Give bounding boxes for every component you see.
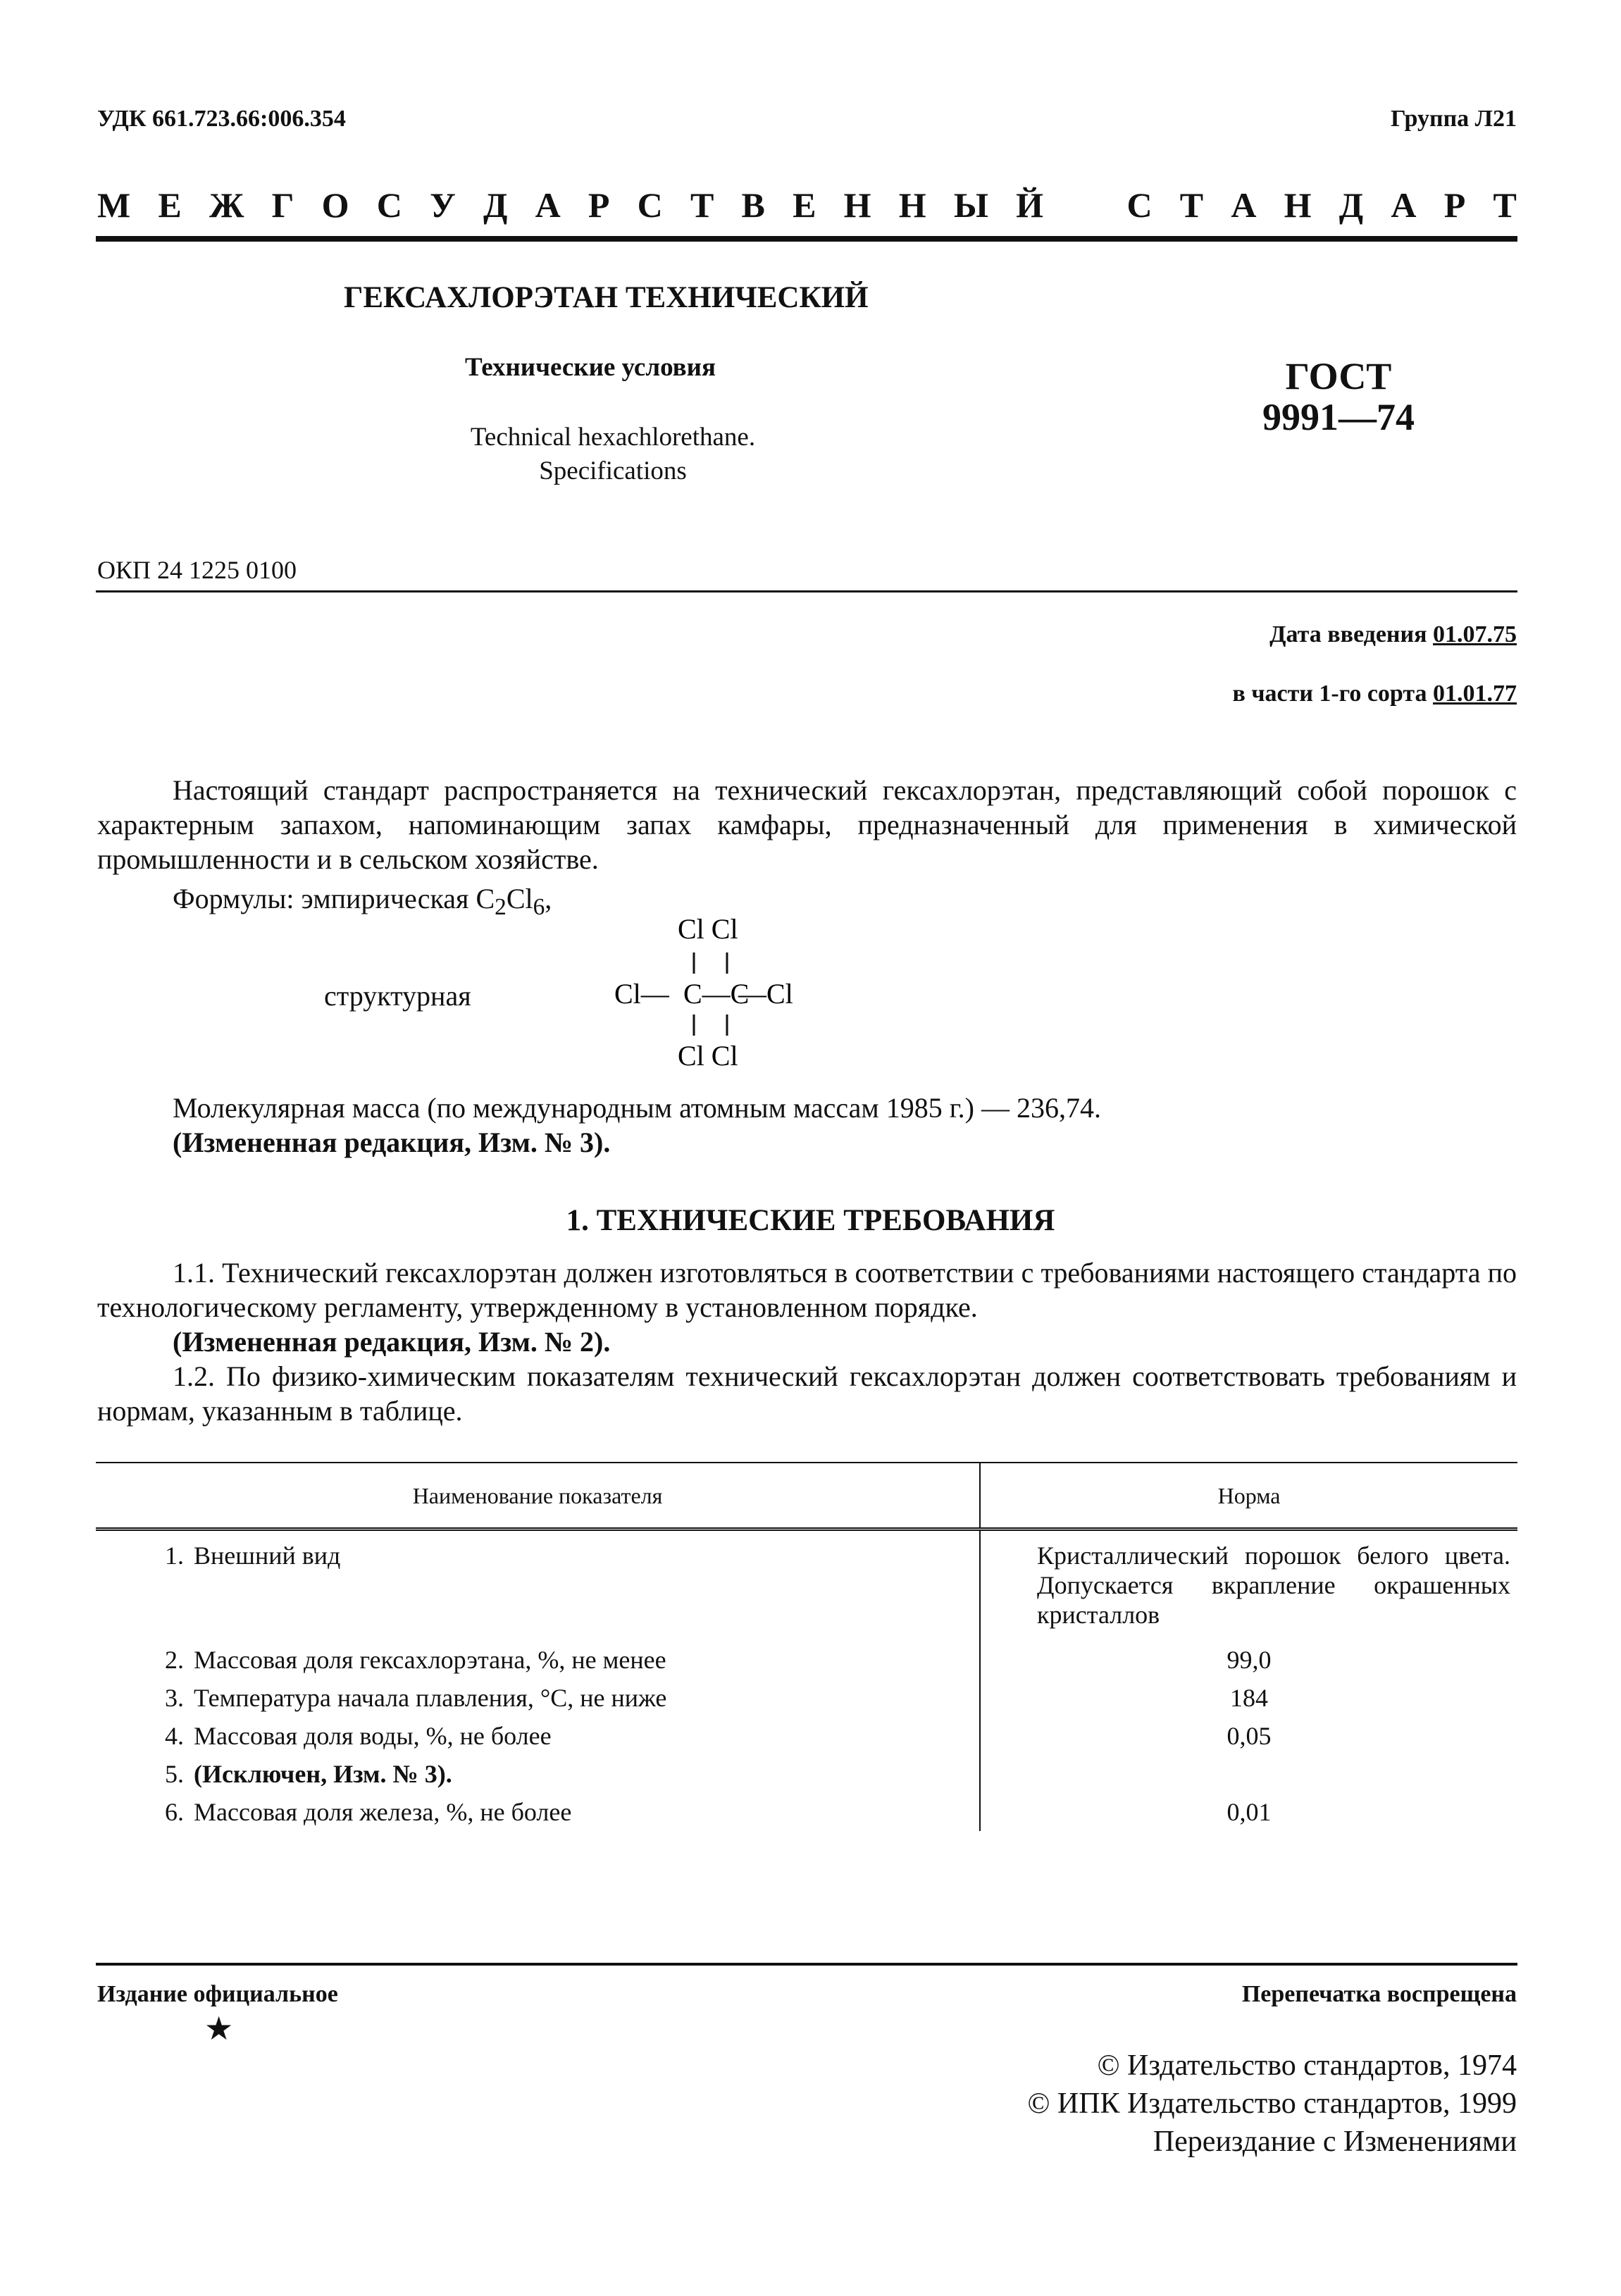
banner-letter: Й (1016, 185, 1044, 225)
banner-letter: Н (1284, 185, 1312, 225)
section-heading: 1. ТЕХНИЧЕСКИЕ ТРЕБОВАНИЯ (566, 1204, 1055, 1237)
row-number: 5. (165, 1760, 184, 1788)
row-norm: 99,0 (1226, 1646, 1272, 1674)
molecule-bottom-cl: Cl Cl (678, 1040, 738, 1072)
group-code: Группа Л21 (1391, 106, 1517, 132)
banner-letter: Н (898, 185, 926, 225)
row-name: Массовая доля железа, %, не более (194, 1798, 572, 1826)
banner-letter: С (637, 185, 663, 225)
banner-letter: Ж (209, 185, 244, 225)
column-header-name: Наименование показателя (96, 1463, 980, 1529)
row-number: 6. (165, 1798, 184, 1826)
clause-1-1: 1.1. Технический гексахлорэтан должен изготовляться в соответствии с требованиями настоящего стандарта по технологическому регламенту, утвержденному в установленном порядке. (97, 1257, 1517, 1323)
intro-date (1269, 621, 1517, 648)
formula-sub-c: 2 (495, 894, 507, 920)
row-name: (Исключен, Изм. № 3). (194, 1760, 452, 1788)
reissue-note: Переиздание с Изменениями (1153, 2126, 1517, 2158)
table-row (96, 1717, 1517, 1755)
grade1-date (1232, 681, 1517, 707)
gost-number: 9991—74 (1262, 396, 1415, 438)
row-name-cell (96, 1679, 980, 1717)
row-norm: 184 (1230, 1684, 1269, 1712)
banner-letter: Д (1339, 185, 1364, 225)
row-name-cell (96, 1529, 980, 1634)
formula-suffix: , (545, 883, 552, 914)
banner-letter: А (535, 185, 561, 225)
intro-paragraph: Настоящий стандарт распространяется на технический гексахлорэтан, представляющий собой порошок с характерным запахом, напоминающим запах камфары, предназначенный для применения в химической промышленности и в сельском хозяйстве. (97, 774, 1517, 875)
gost-label: ГОСТ (1285, 355, 1392, 397)
formula-sub-cl: 6 (533, 894, 545, 920)
banner-letter: Ы (953, 185, 988, 225)
column-header-norm: Норма (980, 1463, 1517, 1529)
structural-formula-diagram (613, 909, 838, 1092)
gost-designation (1198, 356, 1479, 438)
row-number: 2. (165, 1646, 184, 1674)
clause-1-2: 1.2. По физико-химическим показателям технический гексахлорэтан должен соответствовать требованиям и нормам, указанным в таблице. (97, 1360, 1517, 1427)
banner-letter: Т (690, 185, 714, 225)
reprint-prohibited-label: Перепечатка воспрещена (1241, 1981, 1517, 2007)
grade1-date-label: в части 1-го сорта (1232, 681, 1427, 707)
banner-letter: С (1126, 185, 1153, 225)
banner-letter: Н (843, 185, 871, 225)
document-subtitle: Технические условия (465, 353, 716, 382)
row-name: Массовая доля гексахлорэтана, %, не менее (194, 1646, 666, 1674)
structural-label: структурная (324, 980, 471, 1012)
row-norm: 0,05 (1226, 1722, 1272, 1750)
amendment-2-note: (Измененная редакция, Изм. № 2). (173, 1326, 611, 1358)
table-row (96, 1529, 1517, 1634)
row-name-cell (96, 1755, 980, 1793)
copyright-1999: © ИПК Издательство стандартов, 1999 (1027, 2087, 1517, 2120)
formula-prefix: Формулы: эмпирическая C (173, 883, 495, 914)
molecular-mass: Молекулярная масса (по международным атомным массам 1985 г.) — 236,74. (173, 1092, 1101, 1124)
banner-letter: Т (1493, 185, 1517, 225)
star-icon: ★ (204, 2011, 234, 2047)
empirical-formula (173, 882, 552, 921)
okp-code: ОКП 24 1225 0100 (97, 556, 297, 584)
banner-letter: Е (158, 185, 182, 225)
intro-date-value: 01.07.75 (1433, 621, 1517, 647)
banner-letter: О (321, 185, 349, 225)
amendment-3-note: (Измененная редакция, Изм. № 3). (173, 1127, 611, 1158)
banner-letter: А (1391, 185, 1417, 225)
copyright-1974: © Издательство стандартов, 1974 (1097, 2049, 1517, 2082)
row-name: Внешний вид (194, 1541, 341, 1570)
formula-cl: Cl (506, 883, 533, 914)
interstate-standard-banner (97, 185, 1517, 225)
official-edition-label: Издание официальное (97, 1981, 338, 2007)
row-name-cell (96, 1717, 980, 1755)
row-name-cell (96, 1793, 980, 1831)
intro-date-label: Дата введения (1269, 621, 1427, 647)
banner-letter: Р (588, 185, 610, 225)
copyright-block (1027, 2047, 1517, 2161)
requirements-table (96, 1462, 1517, 1831)
table-row (96, 1679, 1517, 1717)
table-header-row (96, 1463, 1517, 1529)
banner-letter: В (741, 185, 765, 225)
okp-rule (96, 590, 1517, 592)
molecule-left-cl: Cl— (614, 978, 669, 1010)
row-name: Массовая доля воды, %, не более (194, 1722, 552, 1750)
banner-letter: С (376, 185, 402, 225)
table-row (96, 1755, 1517, 1793)
english-title (352, 421, 874, 488)
table-row (96, 1793, 1517, 1831)
row-name-cell (96, 1634, 980, 1679)
row-norm: 0,01 (1226, 1798, 1272, 1826)
row-number: 1. (165, 1541, 184, 1570)
grade1-date-value: 01.01.77 (1433, 681, 1517, 707)
english-title-line1: Technical hexachlorethane. (470, 423, 756, 452)
english-title-line2: Specifications (539, 457, 687, 485)
banner-letter: А (1231, 185, 1257, 225)
header-rule (96, 236, 1517, 242)
molecule-center: C—C (683, 978, 750, 1010)
molecule-top-cl: Cl Cl (678, 913, 738, 945)
footer-rule (96, 1963, 1517, 1966)
row-norm: Кристаллический порошок белого цвета. Допускается вкрапление окрашенных кристаллов (1037, 1541, 1510, 1629)
table-row (96, 1634, 1517, 1679)
banner-letter: Е (793, 185, 816, 225)
molecule-right-cl: —Cl (738, 978, 793, 1010)
banner-letter: Г (271, 185, 294, 225)
row-number: 3. (165, 1684, 184, 1712)
banner-letter: Д (483, 185, 508, 225)
banner-gap (1071, 185, 1099, 225)
banner-letter: Т (1179, 185, 1204, 225)
banner-letter: У (430, 185, 456, 225)
row-number: 4. (165, 1722, 184, 1750)
document-title: ГЕКСАХЛОРЭТАН ТЕХНИЧЕСКИЙ (344, 281, 869, 314)
row-name: Температура начала плавления, °С, не ниже (194, 1684, 667, 1712)
banner-letter: Р (1443, 185, 1466, 225)
udk-code: УДК 661.723.66:006.354 (97, 106, 346, 132)
row-norm (980, 1755, 1517, 1793)
banner-letter: М (97, 185, 131, 225)
